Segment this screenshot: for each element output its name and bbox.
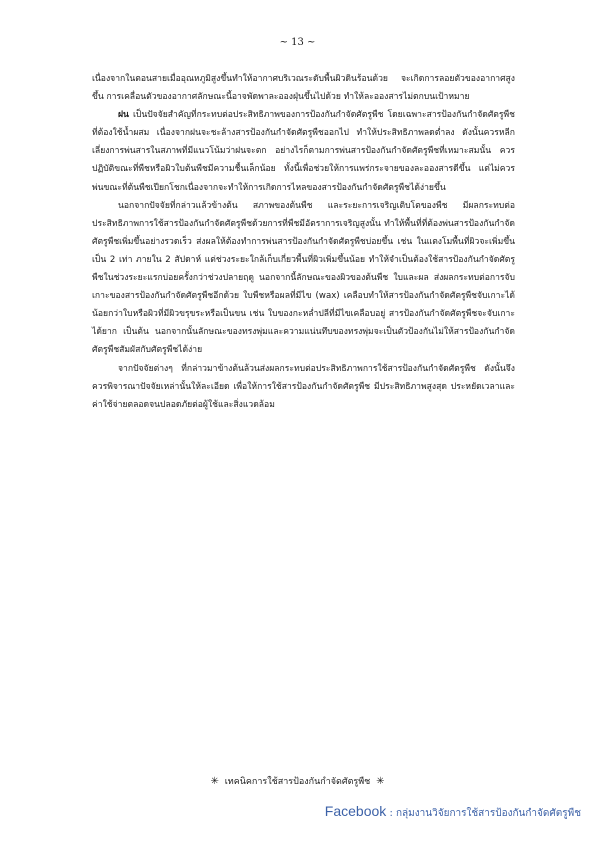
facebook-separator: : <box>386 808 396 819</box>
paragraph-rain <box>92 106 515 196</box>
footer-title-text: เทคนิคการใช้สารป้องกันกำจัดศัตรูพืช <box>224 777 371 787</box>
rain-text: เป็นปัจจัยสำคัญที่กระทบต่อประสิทธิภาพของการป้องกันกำจัดศัตรูพืช โดยเฉพาะสารป้องกันกำจัดศัตรูพืชที่ต้องใช้น้ำผสม เนื่องจากฝนจะชะล้างสารป้องกันกำจัดศัตรูพืชออกไป ทำให้ประสิทธิภาพลดต่ำลง ดังนั้นควรหลีกเลี่ยงการพ่นสารในสภาพที่มีแนวโน้มว่าฝนจะตก อย่างไรก็ตามการพ่นสารป้องกันกำจัดศัตรูพืชที่เหมาะสมนั้น ควรปฏิบัติขณะที่พืชหรือผิวใบต้นพืชมีความชื้นเล็กน้อย ทั้งนี้เพื่อช่วยให้การแพร่กระจายของละอองสารดีขึ้น แต่ไม่ควรพ่นขณะที่ต้นพืชเปียกโชกเนื่องจากจะทำให้การเกิดการไหลของสารป้องกันกำจัดศัตรูพืชได้ง่ายขึ้น <box>92 110 515 193</box>
page-number: ~ 13 ~ <box>279 37 316 48</box>
facebook-link[interactable] <box>325 803 581 821</box>
footer-title <box>0 774 595 788</box>
asterisk-icon: ✳ <box>376 776 385 787</box>
facebook-label: Facebook <box>324 803 387 819</box>
paragraph-plant-condition: นอกจากปัจจัยที่กล่าวแล้วข้างต้น สภาพของต้นพืช และระยะการเจริญเติบโตของพืช มีผลกระทบต่อประสิทธิภาพการใช้สารป้องกันกำจัดศัตรูพืชด้วยการที่พืชมีอัตราการเจริญสูงนั้น ทำให้พื้นที่ที่ต้องพ่นสารป้องกันกำจัดศัตรูพืชเพิ่มขึ้นอย่างรวดเร็ว ส่งผลให้ต้องทำการพ่นสารป้องกันกำจัดศัตรูพืชบ่อยขึ้น เช่น ในแตงโมพื้นที่ผิวจะเพิ่มขึ้นเป็น 2 เท่า ภายใน 2 สัปดาห์ แต่ช่วงระยะใกล้เก็บเกี่ยวพื้นที่ผิวเพิ่มขึ้นน้อย ทำให้จำเป็นต้องใช้สารป้องกันกำจัดศัตรูพืชในช่วงระยะแรกบ่อยครั้งกว่าช่วงปลายฤดู นอกจากนี้ลักษณะของผิวของต้นพืช ใบและผล ส่งผลกระทบต่อการจับเกาะของสารป้องกันกำจัดศัตรูพืชอีกด้วย ใบพืชหรือผลที่มีไข (wax) เคลือบทำให้สารป้องกันกำจัดศัตรูพืชจับเกาะได้น้อยกว่าใบหรือผิวที่มีผิวขรุขระหรือเป็นขน เช่น ใบของกะหล่ำปลีที่มีไขเคลือบอยู่ สารป้องกันกำจัดศัตรูพืชจะจับเกาะได้ยาก เป็นต้น นอกจากนั้นลักษณะของทรงพุ่มและความแน่นทึบของทรงพุ่มจะเป็นตัวป้องกันไม่ให้สารป้องกันกำจัดศัตรูพืชสัมผัสกับศัตรูพืชได้ง่าย <box>92 200 515 356</box>
rain-heading: ฝน <box>118 110 129 121</box>
body-text <box>92 70 515 414</box>
asterisk-icon: ✳ <box>210 776 219 787</box>
facebook-page-name: กลุ่มงานวิจัยการใช้สารป้องกันกำจัดศัตรูพืช <box>396 808 581 819</box>
paragraph-wind-continuation: เนื่องจากในตอนสายเมื่ออุณหภูมิสูงขึ้นทำให้อากาศบริเวณระดับพื้นผิวดินร้อนด้วย จะเกิดการลอยตัวของอากาศสูงขึ้น การเคลื่อนตัวของอากาศลักษณะนี้อาจพัดพาละอองฝุ่นขึ้นไปด้วย ทำให้ละอองสารไม่ตกบนเป้าหมาย <box>92 74 515 103</box>
paragraph-conclusion: จากปัจจัยต่างๆ ที่กล่าวมาข้างต้นล้วนส่งผลกระทบต่อประสิทธิภาพการใช้สารป้องกันกำจัดศัตรูพืช ดังนั้นจึงควรพิจารณาปัจจัยเหล่านั้นให้ละเอียด เพื่อให้การใช้สารป้องกันกำจัดศัตรูพืช มีประสิทธิภาพสูงสุด ประหยัดเวลาและค่าใช้จ่ายตลอดจนปลอดภัยต่อผู้ใช้และสิ่งแวดล้อม <box>92 363 515 410</box>
